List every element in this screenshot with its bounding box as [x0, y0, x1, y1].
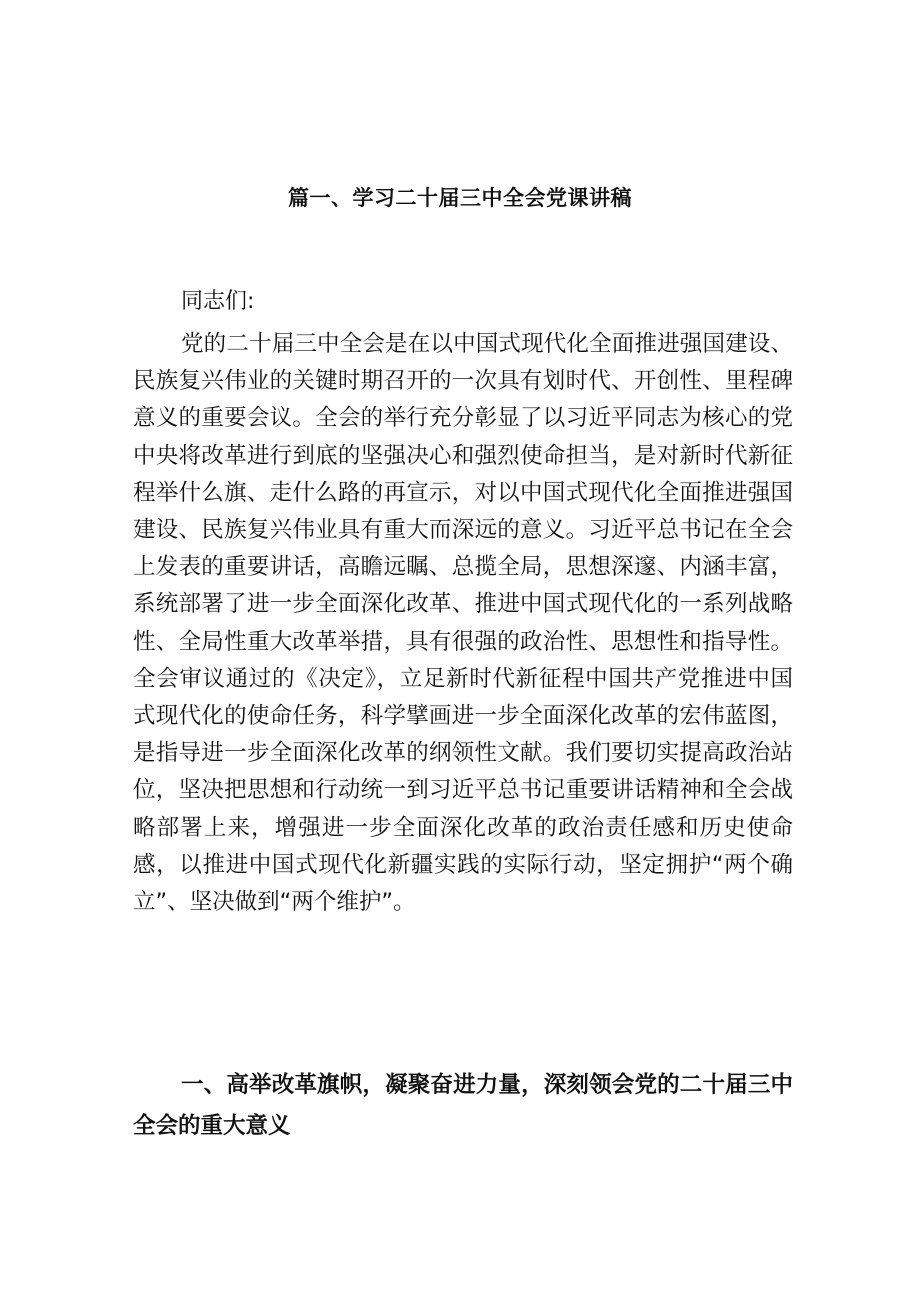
document-title: 篇一、学习二十届三中全会党课讲稿 [288, 186, 632, 210]
body-paragraph: 党的二十届三中全会是在以中国式现代化全面推进强国建设、民族复兴伟业的关键时期召开的一次具有划时代、开创性、里程碑意义的重要会议。全会的举行充分彰显了以习近平同志为核心的党中央将改革进行到底的坚强决心和强烈使命担当，是对新时代新征程举什么旗、走什么路的再宣示，对以中国式现代化全面推进强国建设、民族复兴伟业具有重大而深远的意义。习近平总书记在全会上发表的重要讲话，高瞻远瞩、总揽全局，思想深邃、内涵丰富，系统部署了进一步全面深化改革、推进中国式现代化的一系列战略性、全局性重大改革举措，具有很强的政治性、思想性和指导性。全会审议通过的《决定》，立足新时代新征程中国共产党推进中国式现代化的使命任务，科学擘画进一步全面深化改革的宏伟蓝图，是指导进一步全面深化改革的纲领性文献。我们要切实提高政治站位，坚决把思想和行动统一到习近平总书记重要讲话精神和全会战略部署上来，增强进一步全面深化改革的政治责任感和历史使命感，以推进中国式现代化新疆实践的实际行动，坚定拥护“两个确立”、坚决做到“两个维护”。 [133, 331, 793, 916]
salutation: 同志们: [181, 289, 255, 314]
section-heading: 一、高举改革旗帜，凝聚奋进力量，深刻领会党的二十届三中全会的重大意义 [133, 1072, 793, 1139]
